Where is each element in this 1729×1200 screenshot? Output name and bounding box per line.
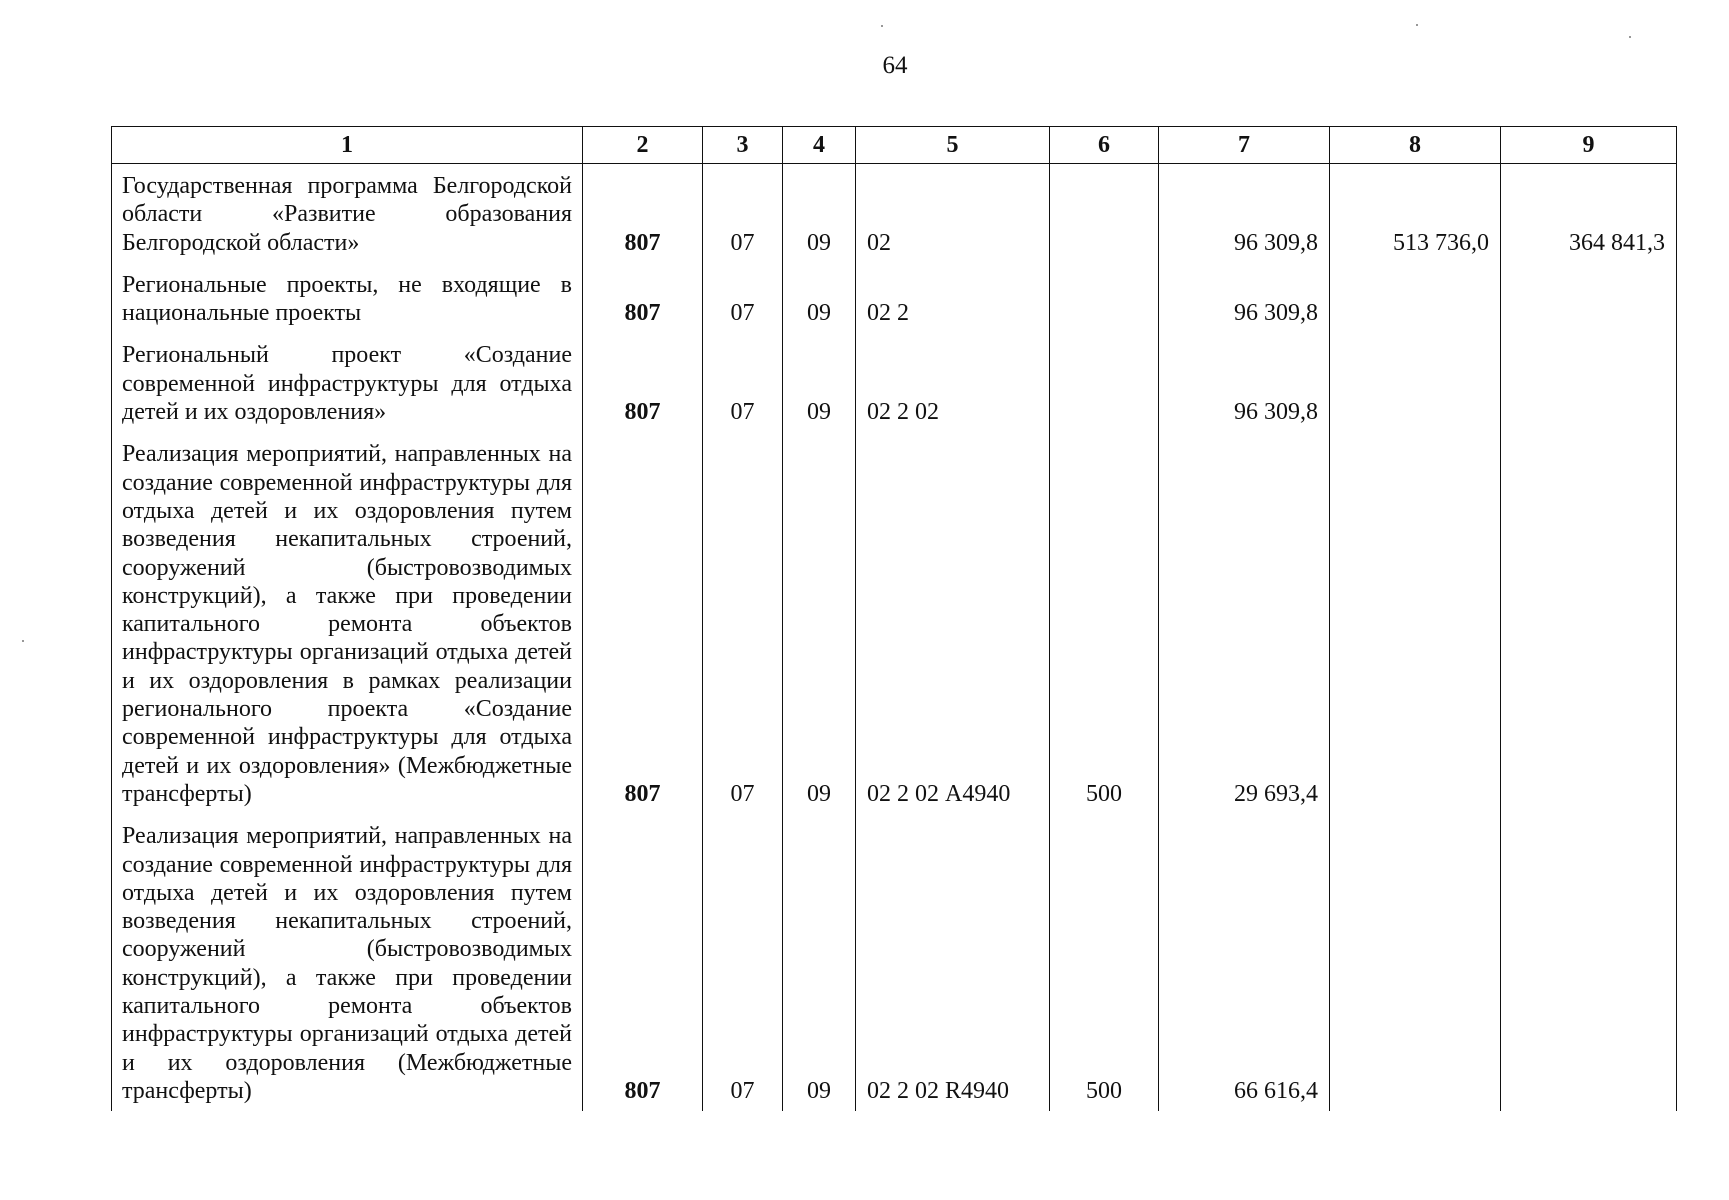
row-amount-9	[1501, 432, 1677, 814]
page-number: 64	[882, 52, 908, 79]
row-amount-9	[1501, 333, 1677, 432]
row-amount-8	[1330, 814, 1501, 1111]
scan-speck	[1416, 24, 1418, 26]
table-row	[112, 432, 1677, 814]
row-chapter: 807	[583, 263, 703, 334]
row-expense-type	[1050, 263, 1159, 334]
scan-speck	[1629, 36, 1631, 38]
row-subsection: 09	[783, 333, 856, 432]
row-amount-7: 96 309,8	[1159, 333, 1330, 432]
row-target-article: 02 2 02	[856, 333, 1050, 432]
row-amount-8	[1330, 333, 1501, 432]
row-target-article: 02 2 02 R4940	[856, 814, 1050, 1111]
budget-table	[111, 126, 1677, 1111]
row-chapter: 807	[583, 432, 703, 814]
row-chapter: 807	[583, 164, 703, 263]
header-row	[112, 127, 1677, 164]
header-col-7: 7	[1159, 127, 1330, 164]
row-section: 07	[703, 263, 783, 334]
row-expense-type	[1050, 333, 1159, 432]
table-row	[112, 814, 1677, 1111]
header-col-3: 3	[703, 127, 783, 164]
row-expense-type: 500	[1050, 814, 1159, 1111]
row-section: 07	[703, 164, 783, 263]
row-target-article: 02 2 02 А4940	[856, 432, 1050, 814]
scan-speck	[881, 25, 883, 27]
row-amount-9	[1501, 263, 1677, 334]
row-section: 07	[703, 432, 783, 814]
row-section: 07	[703, 814, 783, 1111]
row-name: Реализация мероприятий, направленных на создание современной инфраструктуры для отдыха детей и их оздоровления путем возведения некапитальных строений, сооружений (быстровозводимых конструкций), а также при проведении капитального ремонта объектов инфраструктуры организаций отдыха детей и их оздоровления (Межбюджетные трансферты)	[112, 814, 583, 1111]
row-amount-7: 96 309,8	[1159, 164, 1330, 263]
header-col-1: 1	[112, 127, 583, 164]
header-col-9: 9	[1501, 127, 1677, 164]
row-amount-7: 96 309,8	[1159, 263, 1330, 334]
header-col-4: 4	[783, 127, 856, 164]
row-expense-type: 500	[1050, 432, 1159, 814]
scan-speck	[22, 640, 24, 642]
header-col-2: 2	[583, 127, 703, 164]
row-subsection: 09	[783, 814, 856, 1111]
row-chapter: 807	[583, 333, 703, 432]
row-amount-7: 66 616,4	[1159, 814, 1330, 1111]
row-subsection: 09	[783, 432, 856, 814]
row-subsection: 09	[783, 164, 856, 263]
row-chapter: 807	[583, 814, 703, 1111]
table-row	[112, 333, 1677, 432]
table-row	[112, 164, 1677, 263]
row-name: Государственная программа Белгородской области «Развитие образования Белгородской области»	[112, 164, 583, 263]
row-amount-7: 29 693,4	[1159, 432, 1330, 814]
row-amount-8	[1330, 263, 1501, 334]
row-name: Реализация мероприятий, направленных на создание современной инфраструктуры для отдыха детей и их оздоровления путем возведения некапитальных строений, сооружений (быстровозводимых конструкций), а также при проведении капитального ремонта объектов инфраструктуры организаций отдыха детей и их оздоровления в рамках реализации регионального проекта «Создание современной инфраструктуры для отдыха детей и их оздоровления» (Межбюджетные трансферты)	[112, 432, 583, 814]
row-section: 07	[703, 333, 783, 432]
row-target-article: 02	[856, 164, 1050, 263]
row-amount-8	[1330, 432, 1501, 814]
header-col-5: 5	[856, 127, 1050, 164]
row-name: Региональные проекты, не входящие в национальные проекты	[112, 263, 583, 334]
row-amount-9	[1501, 814, 1677, 1111]
row-name: Региональный проект «Создание современной инфраструктуры для отдыха детей и их оздоровления»	[112, 333, 583, 432]
row-amount-8: 513 736,0	[1330, 164, 1501, 263]
row-expense-type	[1050, 164, 1159, 263]
header-col-6: 6	[1050, 127, 1159, 164]
row-amount-9: 364 841,3	[1501, 164, 1677, 263]
header-col-8: 8	[1330, 127, 1501, 164]
row-subsection: 09	[783, 263, 856, 334]
row-target-article: 02 2	[856, 263, 1050, 334]
table-row	[112, 263, 1677, 334]
